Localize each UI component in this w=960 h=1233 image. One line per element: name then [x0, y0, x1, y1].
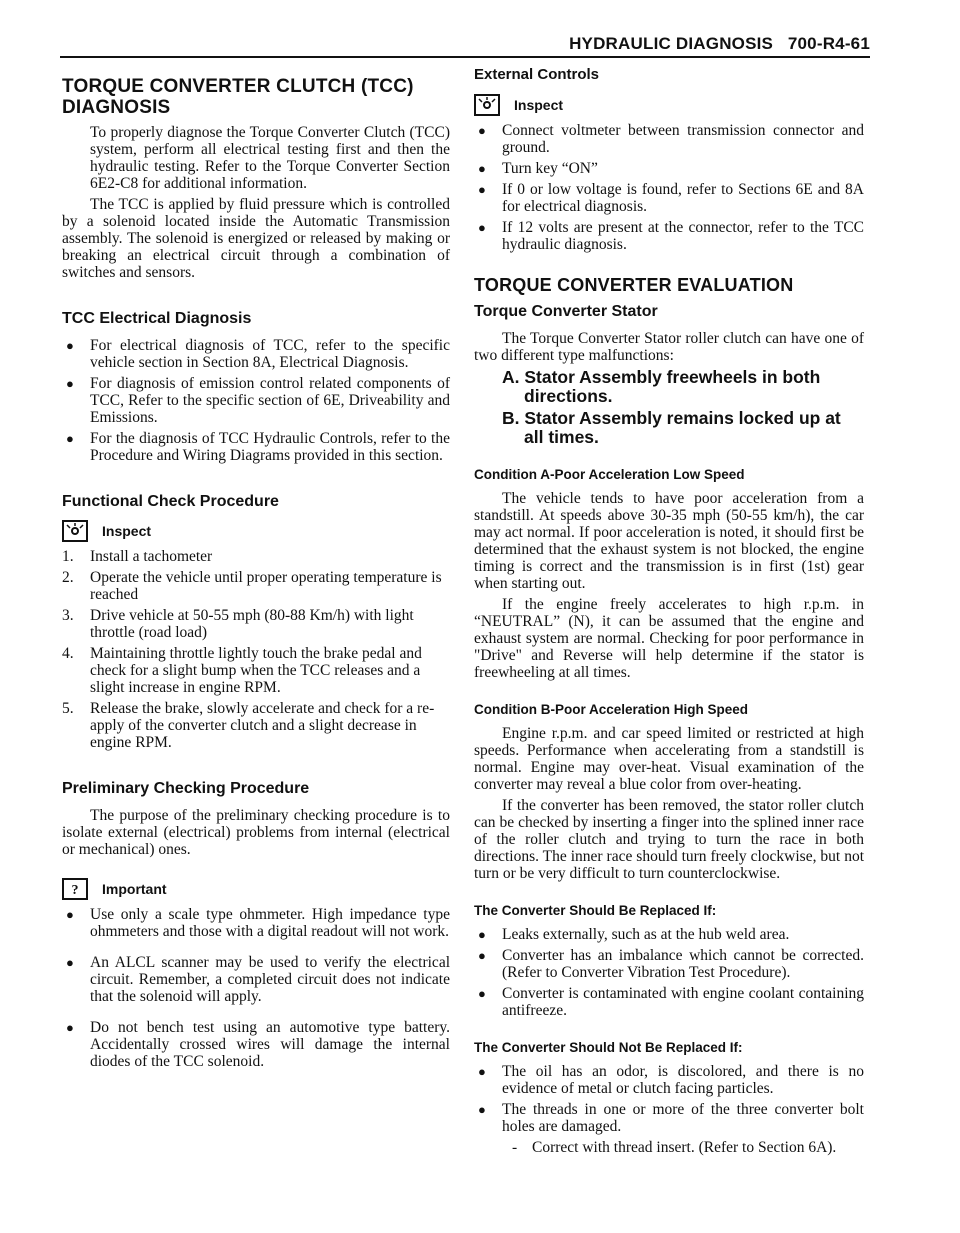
list-item: ● The threads in one or more of the three converter bolt holes are damaged.: [478, 1101, 864, 1135]
list-item: - Correct with thread insert. (Refer to Section 6A).: [512, 1139, 837, 1156]
list-item: ● For diagnosis of emission control related components of TCC, Refer to the specific section of 6E, Driveability and Emissions.: [66, 375, 450, 426]
tcc-intro-paragraph: To properly diagnose the Torque Converter Clutch (TCC) system, perform all electrical testing first and then the hydraulic testing. Refer to the Torque Converter Section 6E2-C8 for additional information.: [90, 124, 450, 192]
bullet-icon: ●: [66, 376, 74, 391]
list-item: ● Converter is contaminated with engine coolant containing antifreeze.: [478, 985, 864, 1019]
important-icon: [62, 878, 88, 900]
bullet-icon: ●: [478, 123, 486, 138]
condition-b-paragraph-1: Engine r.p.m. and car speed limited or restricted at high speeds. Performance when accelerating from a standstill is normal. Engine may over-heat. Visual examination of the converter may reveal a blue color from over-heating.: [474, 725, 864, 793]
replace-bullet-list: [474, 926, 864, 1019]
list-item: ● An ALCL scanner may be used to verify the electrical circuit. Remember, a completed circuit does not indicate that the solenoid will apply.: [66, 954, 450, 1005]
external-bullet-list: [474, 122, 864, 253]
preliminary-checking-heading: Preliminary Checking Procedure: [62, 780, 310, 797]
right-column: [474, 66, 864, 1160]
condition-a-paragraph-1: The vehicle tends to have poor acceleration from a standstill. At speeds above 30-35 mph (50-55 km/h), the car may act normal. If poor acceleration is noted, it should first be determined that the exhaust system is not blocked, the engine timing is correct and the transmission is in first (1st) gear when starting out.: [474, 490, 864, 592]
list-item: ● If 12 volts are present at the connector, refer to the TCC hydraulic diagnosis.: [478, 219, 864, 253]
bullet-icon: ●: [478, 1102, 486, 1117]
list-item: ● Turn key “ON”: [478, 160, 598, 177]
important-label: Important: [102, 881, 167, 897]
tcc-diagnosis-heading: TORQUE CONVERTER CLUTCH (TCC) DIAGNOSIS: [62, 76, 414, 118]
page-header: [60, 28, 870, 58]
torque-converter-evaluation-heading: TORQUE CONVERTER EVALUATION: [474, 275, 794, 295]
inspect-label: Inspect: [514, 97, 564, 113]
stator-paragraph: The Torque Converter Stator roller clutch can have one of two different type malfunctions:: [474, 330, 864, 364]
list-item: ● Use only a scale type ohmmeter. High impedance type ohmmeters and those with a digital readout will not work.: [66, 906, 450, 940]
bullet-icon: ●: [66, 431, 74, 446]
bullet-icon: ●: [478, 182, 486, 197]
preliminary-paragraph: The purpose of the preliminary checking procedure is to isolate external (electrical) problems from internal (electrical or mechanical) ones.: [62, 807, 450, 858]
bullet-icon: ●: [66, 907, 74, 922]
dash-icon: -: [512, 1139, 518, 1156]
functional-check-heading: Functional Check Procedure: [62, 493, 279, 510]
inspect-icon: [474, 94, 500, 116]
stator-heading: Torque Converter Stator: [474, 303, 658, 320]
list-item: ● Leaks externally, such as at the hub weld area.: [478, 926, 790, 943]
list-item: 5. Release the brake, slowly accelerate and check for a re-apply of the converter clutch and a slight decrease in engine RPM.: [62, 700, 435, 751]
condition-b-heading: Condition B-Poor Acceleration High Speed: [474, 702, 749, 717]
list-item: 1. Install a tachometer: [62, 548, 213, 565]
tcc-applied-paragraph: The TCC is applied by fluid pressure which is controlled by a solenoid located inside the Automatic Transmission assembly. The solenoid is energized or released by making or breaking an electrical circuit through a combination of switches and sensors.: [62, 196, 450, 281]
list-item: ● If 0 or low voltage is found, refer to Sections 6E and 8A for electrical diagnosis.: [478, 181, 864, 215]
inspect-callout: [474, 94, 864, 116]
bullet-icon: ●: [66, 955, 74, 970]
list-item: 2. Operate the vehicle until proper operating temperature is reached: [62, 569, 442, 603]
tcc-electrical-heading: TCC Electrical Diagnosis: [62, 310, 252, 327]
header-title: HYDRAULIC DIAGNOSIS 700-R4-61: [569, 34, 870, 53]
stator-malfunction-b: B. Stator Assembly remains locked up at all times.: [502, 408, 841, 447]
not-replace-bullet-list: [474, 1063, 864, 1135]
list-item: ● For the diagnosis of TCC Hydraulic Controls, refer to the Procedure and Wiring Diagrams provided in this section.: [66, 430, 450, 464]
inspect-callout: [62, 520, 450, 542]
bullet-icon: ●: [478, 220, 486, 235]
list-item: 4. Maintaining throttle lightly touch the brake pedal and check for a slight bump when the TCC releases and a slight increase in engine RPM.: [62, 645, 422, 696]
not-replace-if-heading: The Converter Should Not Be Replaced If:: [474, 1040, 743, 1055]
electrical-bullet-list: [62, 337, 450, 464]
bullet-icon: ●: [66, 1020, 74, 1035]
svg-text:?: ?: [71, 883, 79, 898]
list-item: ● Converter has an imbalance which cannot be corrected. (Refer to Converter Vibration Test Procedure).: [478, 947, 864, 981]
left-column: [62, 66, 450, 1074]
inspect-label: Inspect: [102, 523, 152, 539]
important-callout: [62, 878, 450, 900]
condition-a-paragraph-2: If the engine freely accelerates to high r.p.m. in “NEUTRAL” (N), it can be assumed that the engine and exhaust system are normal. Checking for poor performance in "Drive" and Reverse will help determine if the stator is freewheeling at all times.: [474, 596, 864, 681]
list-item: ● For electrical diagnosis of TCC, refer to the specific vehicle section in Section 8A, Electrical Diagnosis.: [66, 337, 450, 371]
condition-b-paragraph-2: If the converter has been removed, the stator roller clutch can be checked by inserting a finger into the splined inner race of the roller clutch and trying to turn the race in both directions. The inner race should turn freely clockwise, but not turn or be very difficult to turn counterclockwise.: [474, 797, 864, 882]
preliminary-bullet-list: [62, 906, 450, 1070]
bullet-icon: ●: [478, 948, 486, 963]
list-item: ● The oil has an odor, is discolored, and there is no evidence of metal or clutch facing particles.: [478, 1063, 864, 1097]
list-item: ● Connect voltmeter between transmission connector and ground.: [478, 122, 864, 156]
stator-malfunction-a: A. Stator Assembly freewheels in both directions.: [502, 367, 821, 406]
bullet-icon: ●: [66, 338, 74, 353]
external-controls-heading: External Controls: [474, 66, 600, 83]
condition-a-heading: Condition A-Poor Acceleration Low Speed: [474, 467, 745, 482]
list-item: 3. Drive vehicle at 50-55 mph (80-88 Km/h) with light throttle (road load): [62, 607, 414, 641]
bullet-icon: ●: [478, 986, 486, 1001]
replace-if-heading: The Converter Should Be Replaced If:: [474, 903, 717, 918]
bullet-icon: ●: [478, 927, 486, 942]
inspect-icon: [62, 520, 88, 542]
bullet-icon: ●: [478, 1064, 486, 1079]
list-item: ● Do not bench test using an automotive type battery. Accidentally crossed wires will damage the internal diodes of the TCC solenoid.: [66, 1019, 450, 1070]
bullet-icon: ●: [478, 161, 486, 176]
functional-steps-list: [62, 548, 450, 751]
